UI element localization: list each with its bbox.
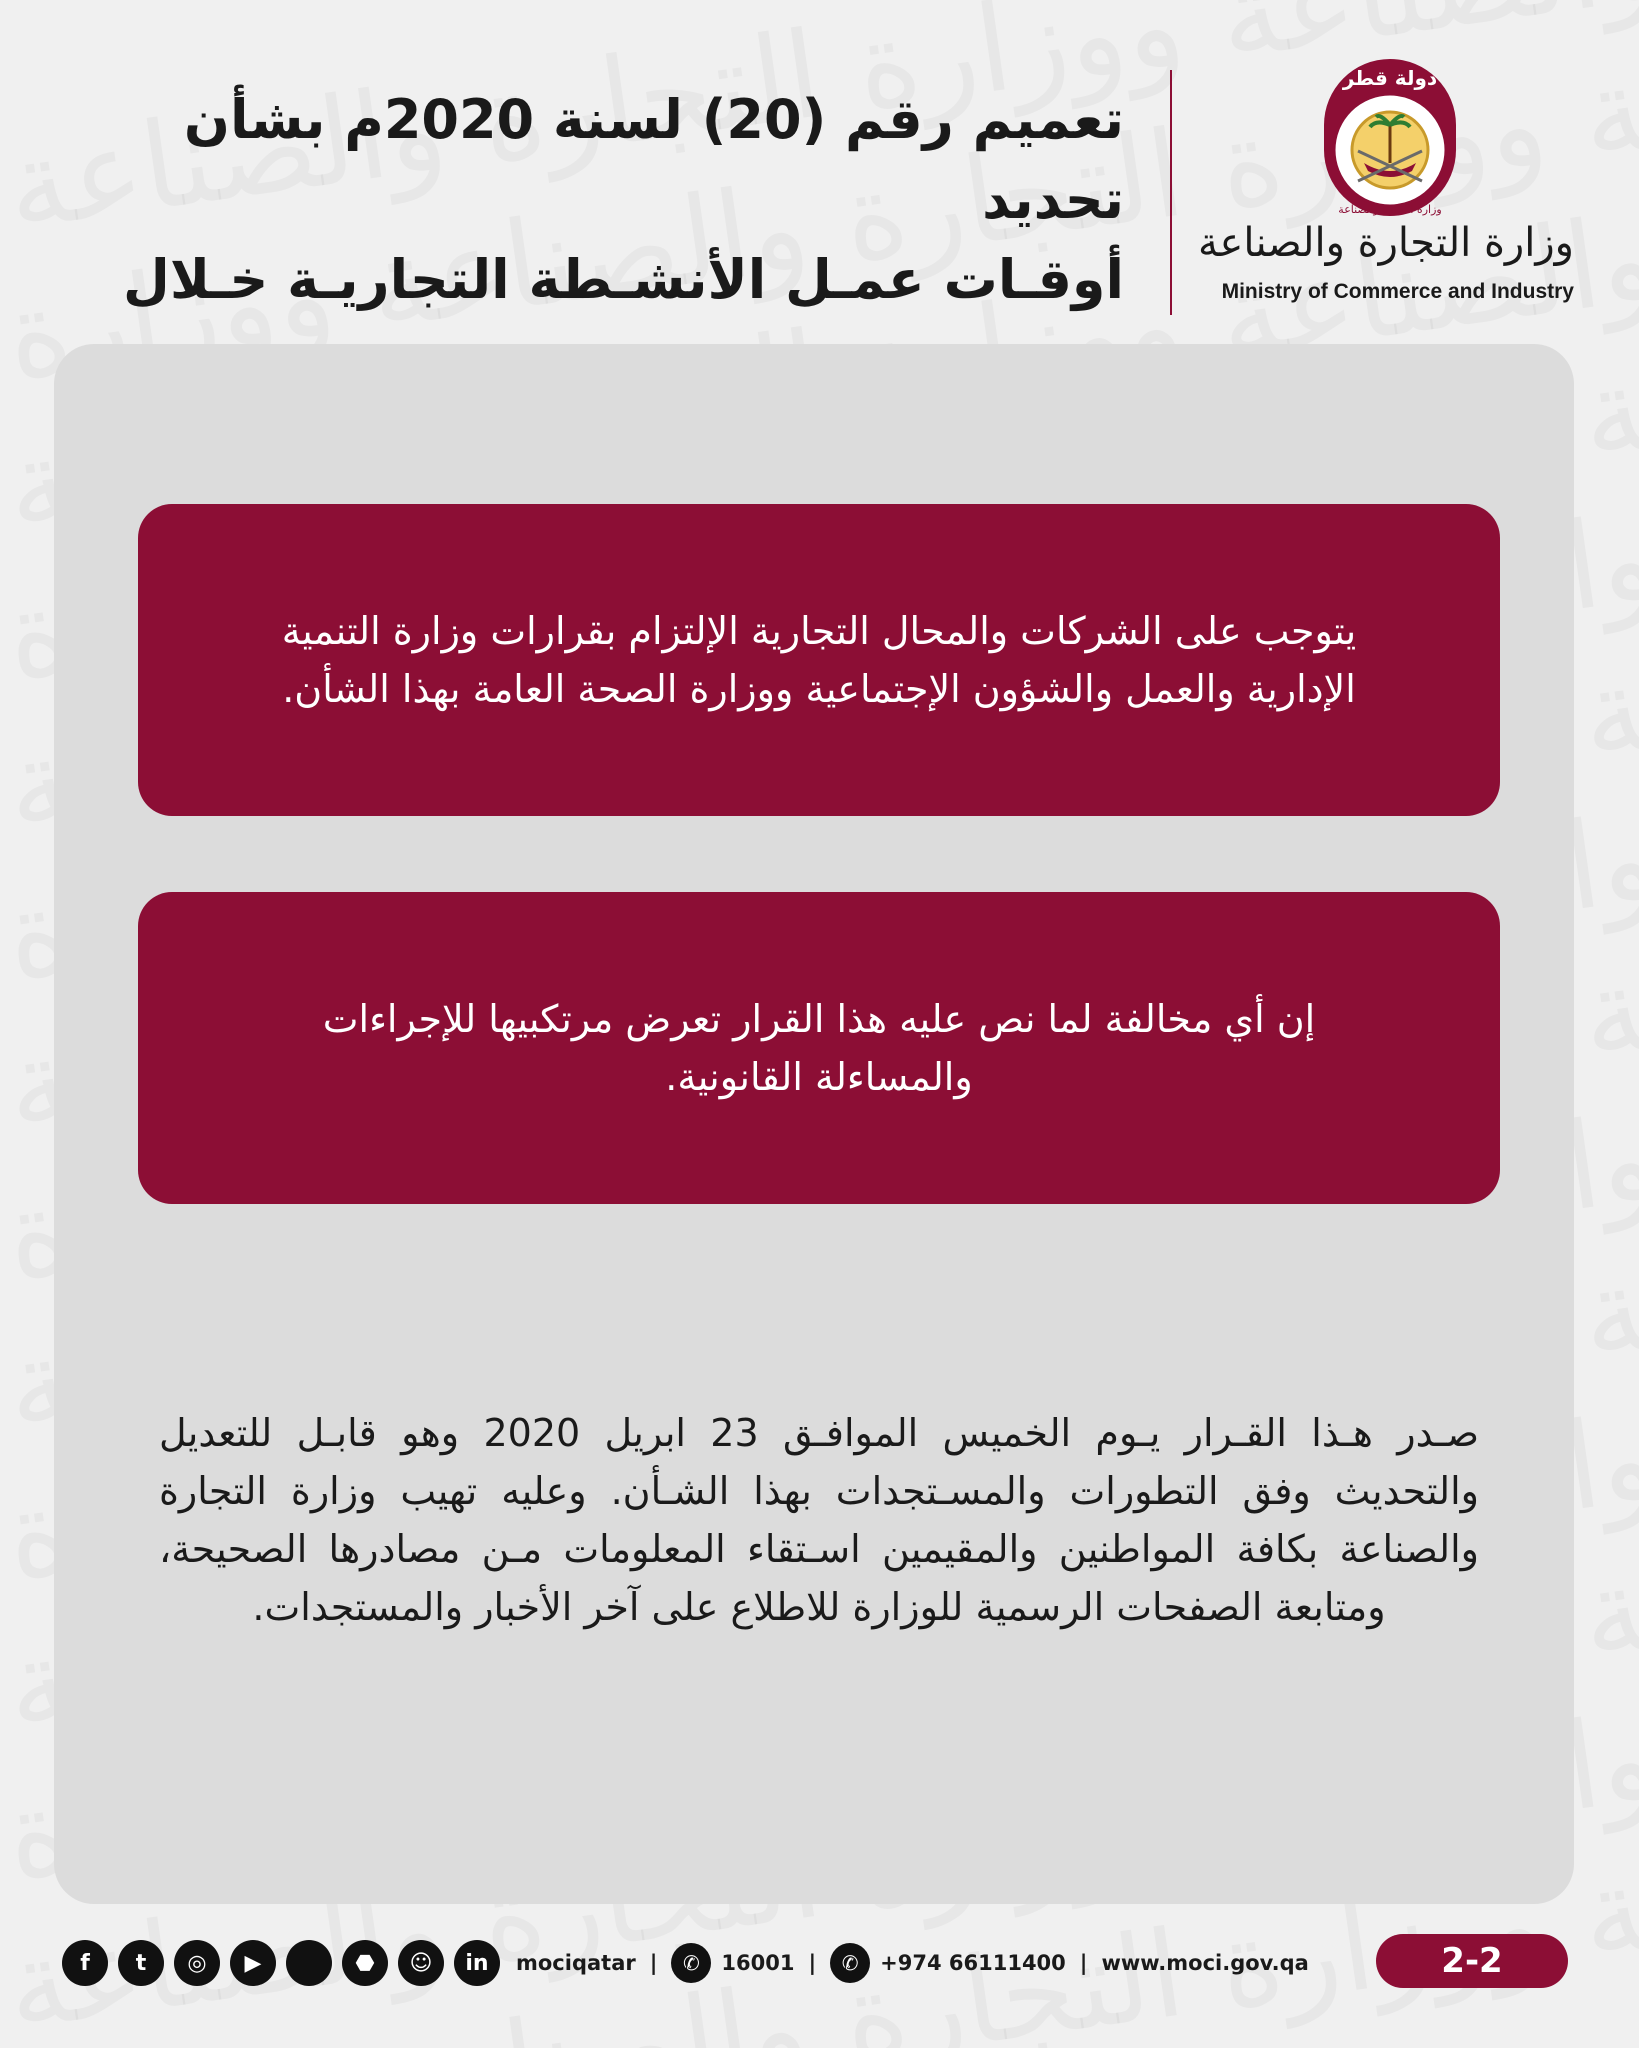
twitter-icon[interactable]: t [118, 1940, 164, 1986]
whatsapp-icon: ✆ [830, 1943, 870, 1983]
facebook-icon[interactable]: f [62, 1940, 108, 1986]
separator: | [1079, 1951, 1088, 1975]
title-line-2: أوقـات عمـل الأنشـطة التجاريـة خـلال [123, 248, 1124, 311]
page-indicator-badge: 2-2 [1376, 1934, 1568, 1988]
footer [62, 1938, 1582, 1988]
header-divider [1170, 70, 1172, 315]
logo-state-text: دولة قطر [1342, 66, 1438, 90]
youtube-icon[interactable]: ▶ [230, 1940, 276, 1986]
instagram-icon[interactable]: ◎ [174, 1940, 220, 1986]
phone-icon: ✆ [671, 1943, 711, 1983]
apple-icon[interactable] [286, 1940, 332, 1986]
contact-info [516, 1943, 1309, 1983]
snapchat-icon[interactable]: ☺ [398, 1940, 444, 1986]
hotline-number[interactable]: 16001 [721, 1951, 795, 1975]
title-line-1: تعميم رقم (20) لسنة 2020م بشأن تحديد [183, 88, 1124, 231]
social-handle[interactable]: mociqatar [516, 1951, 636, 1975]
logo-ring-text: وزارة التجارة والصناعة [1338, 203, 1442, 216]
social-icons [62, 1940, 500, 1986]
ministry-name-english: Ministry of Commerce and Industry [1221, 280, 1574, 303]
notice-text-2: إن أي مخالفة لما نص عليه هذا القرار تعرض مرتكبيها للإجراءات والمساءلة القانونية. [322, 997, 1316, 1099]
whatsapp-number[interactable]: +974 66111400 [880, 1951, 1066, 1975]
decision-body-text: صـدر هـذا القـرار يـوم الخميس الموافـق 23 ابريل 2020 وهو قابـل للتعديل والتحديث وفق التطورات والمسـتجدات بهذا الشـأن. وعليه تهيب وزارة التجارة والصناعة بكافة المواطنين والمقيمين اسـتقاء المعلومات مـن مصادرها الصحيحة، ومتابعة الصفحات الرسمية للوزارة للاطلاع على آخر الأخبار والمستجدات. [159, 1411, 1479, 1629]
website-link[interactable]: www.moci.gov.qa [1101, 1951, 1309, 1975]
ministry-logo [1310, 55, 1470, 220]
header [0, 0, 1639, 330]
separator: | [808, 1951, 817, 1975]
notice-card-2 [138, 892, 1500, 1204]
ministry-name-arabic: وزارة التجارة والصناعة [1198, 220, 1574, 266]
notice-text-1: يتوجب على الشركات والمحال التجارية الإلتزام بقرارات وزارة التنمية الإدارية والعمل والشؤون الإجتماعية ووزارة الصحة العامة بهذا الشأن. [281, 609, 1357, 711]
separator: | [649, 1951, 658, 1975]
android-icon[interactable]: ⬣ [342, 1940, 388, 1986]
linkedin-icon[interactable]: in [454, 1940, 500, 1986]
content-panel [54, 344, 1574, 1904]
notice-card-1 [138, 504, 1500, 816]
